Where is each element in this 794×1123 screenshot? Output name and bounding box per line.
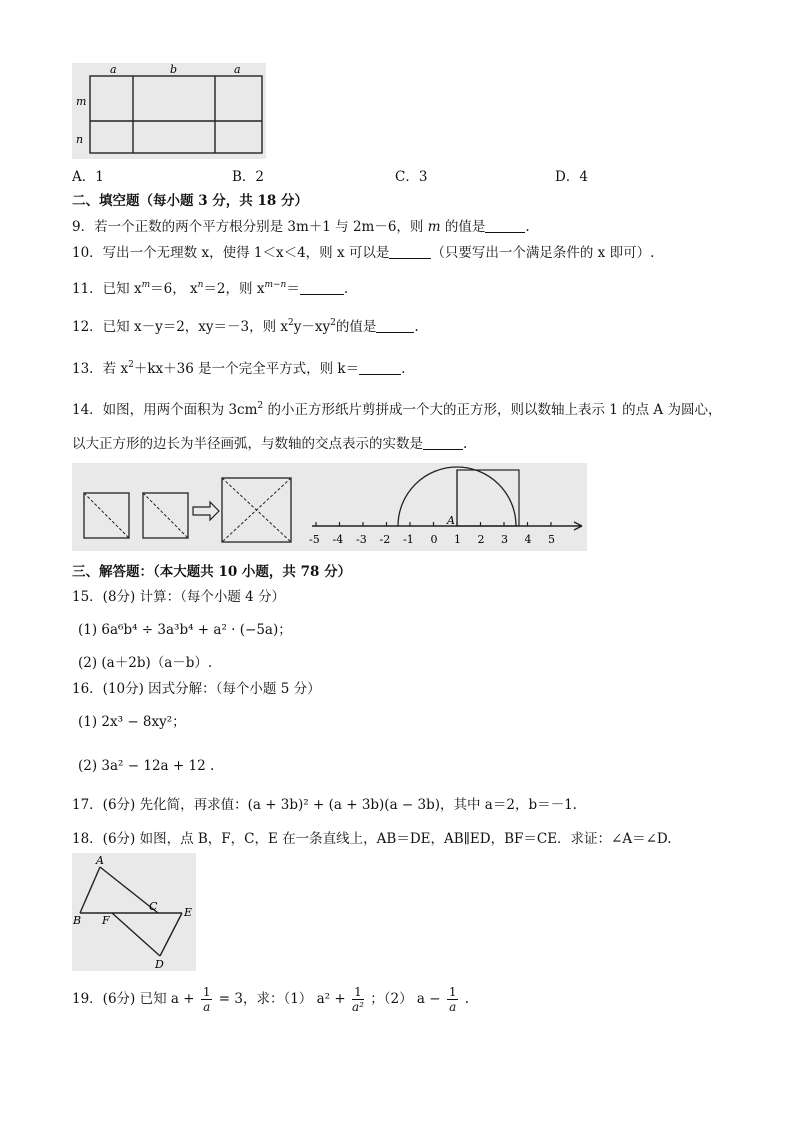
q19-frac2-num: 1 — [352, 985, 364, 1000]
question-18: 18．(6分) 如图，点 B，F，C，E 在一条直线上，AB＝DE，AB∥ED，BF＝CE．求证：∠A＝∠D. — [72, 831, 672, 847]
grid-figure — [72, 63, 266, 159]
axis-tick-label: -4 — [332, 533, 344, 546]
q19-frac1-den: a — [203, 1000, 211, 1014]
tri-label-d: D — [155, 958, 164, 971]
number-line-figure — [72, 463, 587, 551]
q13-mid: ＋kx＋36 是一个完全平方式，则 k＝ — [133, 361, 360, 377]
q11-mid2: ＝2，则 x — [203, 281, 265, 297]
axis-tick-label: -2 — [379, 533, 391, 546]
q12-mid: y－xy — [293, 319, 331, 335]
grid-label-b: b — [170, 63, 178, 76]
tri-label-c: C — [149, 900, 158, 913]
grid-diagram — [72, 63, 266, 159]
tri-label-a: A — [96, 854, 104, 867]
q9-var: m — [427, 219, 441, 235]
number-line-diagram — [72, 463, 587, 551]
tri-label-f: F — [102, 914, 110, 927]
q16-head: 16．(10分) 因式分解：（每个小题 5 分） — [72, 681, 321, 697]
question-14-line1 — [72, 401, 722, 418]
question-19 — [72, 985, 469, 1014]
option-d: D．4 — [555, 169, 588, 185]
q15-part2: (2) (a＋2b)（a－b）. — [78, 655, 213, 671]
q19-frac2-den: a² — [351, 1000, 364, 1014]
q19-frac3 — [447, 985, 459, 1014]
q16-part1: (1) 2x³ − 8xy²； — [78, 714, 186, 730]
q10-blank — [389, 246, 431, 259]
q19-frac1 — [201, 985, 213, 1014]
q14-blank — [423, 437, 463, 450]
q14-pre: 14．如图，用两个面积为 3cm — [72, 402, 258, 418]
question-9: 9．若一个正数的两个平方根分别是 3m＋1 与 2m－6，则 m 的值是 . — [72, 219, 530, 235]
q19-mid2: ；（2） a − — [370, 991, 441, 1007]
grid-label-m: m — [76, 95, 87, 108]
q13-e1: 2 — [128, 360, 134, 370]
q19-pre: 19．(6分) 已知 a + — [72, 991, 195, 1007]
q15-head: 15．(8分) 计算：（每个小题 4 分） — [72, 589, 286, 605]
tri-label-e: E — [184, 906, 193, 919]
q19-frac3-den: a — [449, 1000, 457, 1014]
q19-frac2 — [352, 985, 364, 1014]
q12-e2: 2 — [330, 318, 336, 328]
q13-blank — [359, 362, 401, 375]
q15-part1: (1) 6a⁶b⁴ ÷ 3a³b⁴ + a² · (−5a)； — [78, 622, 292, 638]
q11-mid1: ＝6， x — [150, 281, 198, 297]
q9-text: 9．若一个正数的两个平方根分别是 3m＋1 与 2m－6，则 — [72, 219, 428, 235]
section3-title: 三、解答题：（本大题共 10 小题，共 78 分） — [72, 564, 352, 580]
question-14-line2: 以大正方形的边长为半径画弧，与数轴的交点表示的实数是 . — [72, 436, 468, 452]
axis-tick-label: 3 — [501, 533, 508, 546]
question-17: 17．(6分) 先化简，再求值：(a + 3b)² + (a + 3b)(a − 3b)，其中 a＝2，b＝－1. — [72, 797, 577, 813]
axis-tick-label: 0 — [430, 533, 438, 546]
triangle-figure — [72, 853, 196, 971]
question-13: 13．若 $x^2+kx+36$ 是一个完全平方式，则 k＝ . — [72, 360, 406, 377]
question-10 — [72, 246, 654, 261]
q14-line2-text: 以大正方形的边长为半径画弧，与数轴的交点表示的实数是 — [72, 436, 423, 452]
q11-post: ＝ — [286, 281, 300, 297]
question-12: 12．已知 x－y＝2，xy＝－3，则 $x^2y-xy^2$的值是 . — [72, 318, 419, 335]
q11-pre: 11．已知 x — [72, 281, 142, 297]
axis-tick-label: -1 — [403, 533, 414, 546]
q11-exp1: m — [141, 280, 151, 290]
option-b: B．2 — [232, 169, 265, 185]
q12-post: 的值是 — [335, 319, 377, 335]
q9-text-post: 的值是 — [440, 219, 486, 235]
axis-tick-label: -3 — [356, 533, 367, 546]
q12-e1: 2 — [288, 318, 294, 328]
grid-label-n: n — [76, 133, 84, 146]
q14-exp: 2 — [257, 401, 264, 411]
option-c: C．3 — [395, 169, 428, 185]
q11-exp3: m−n — [264, 280, 287, 290]
q14-post: 的小正方形纸片剪拼成一个大的正方形，则以数轴上表示 1 的点 A 为圆心， — [263, 402, 722, 418]
q12-pre: 12．已知 x－y＝2，xy＝－3，则 x — [72, 319, 289, 335]
axis-tick-label: 5 — [548, 533, 555, 546]
grid-label-a2: a — [234, 63, 241, 76]
axis-tick-label: 4 — [524, 533, 532, 546]
axis-tick-label: 1 — [454, 533, 461, 546]
q13-pre: 13．若 x — [72, 361, 129, 377]
point-a-label: A — [447, 514, 455, 527]
q19-frac1-num: 1 — [202, 985, 211, 999]
q11-blank — [300, 282, 344, 295]
q19-end: . — [464, 991, 470, 1007]
option-a: A．1 — [72, 169, 104, 185]
axis-tick-label: 2 — [477, 533, 485, 546]
q11-exp2: n — [197, 280, 204, 290]
q10-text-post: （只要写出一个满足条件的 x 即可）. — [431, 245, 655, 261]
q12-blank — [376, 320, 414, 333]
q19-mid: = 3，求：（1） a² + — [218, 991, 346, 1007]
question-11: 11．已知 $x^m=6$， $x^n=2$，则 $x^{m-n}=$ . — [72, 280, 349, 297]
tri-label-b: B — [73, 914, 82, 927]
triangle-diagram — [72, 853, 196, 971]
section2-title: 二、填空题（每小题 3 分，共 18 分） — [72, 193, 308, 209]
q19-frac3-num: 1 — [448, 985, 457, 999]
axis-tick-label: -5 — [309, 533, 320, 546]
q16-part2: (2) 3a² − 12a + 12 . — [78, 758, 215, 774]
q9-blank — [485, 220, 525, 233]
q10-text: 10．写出一个无理数 x，使得 1＜x＜4，则 x 可以是 — [72, 245, 390, 261]
grid-label-a1: a — [110, 63, 117, 76]
